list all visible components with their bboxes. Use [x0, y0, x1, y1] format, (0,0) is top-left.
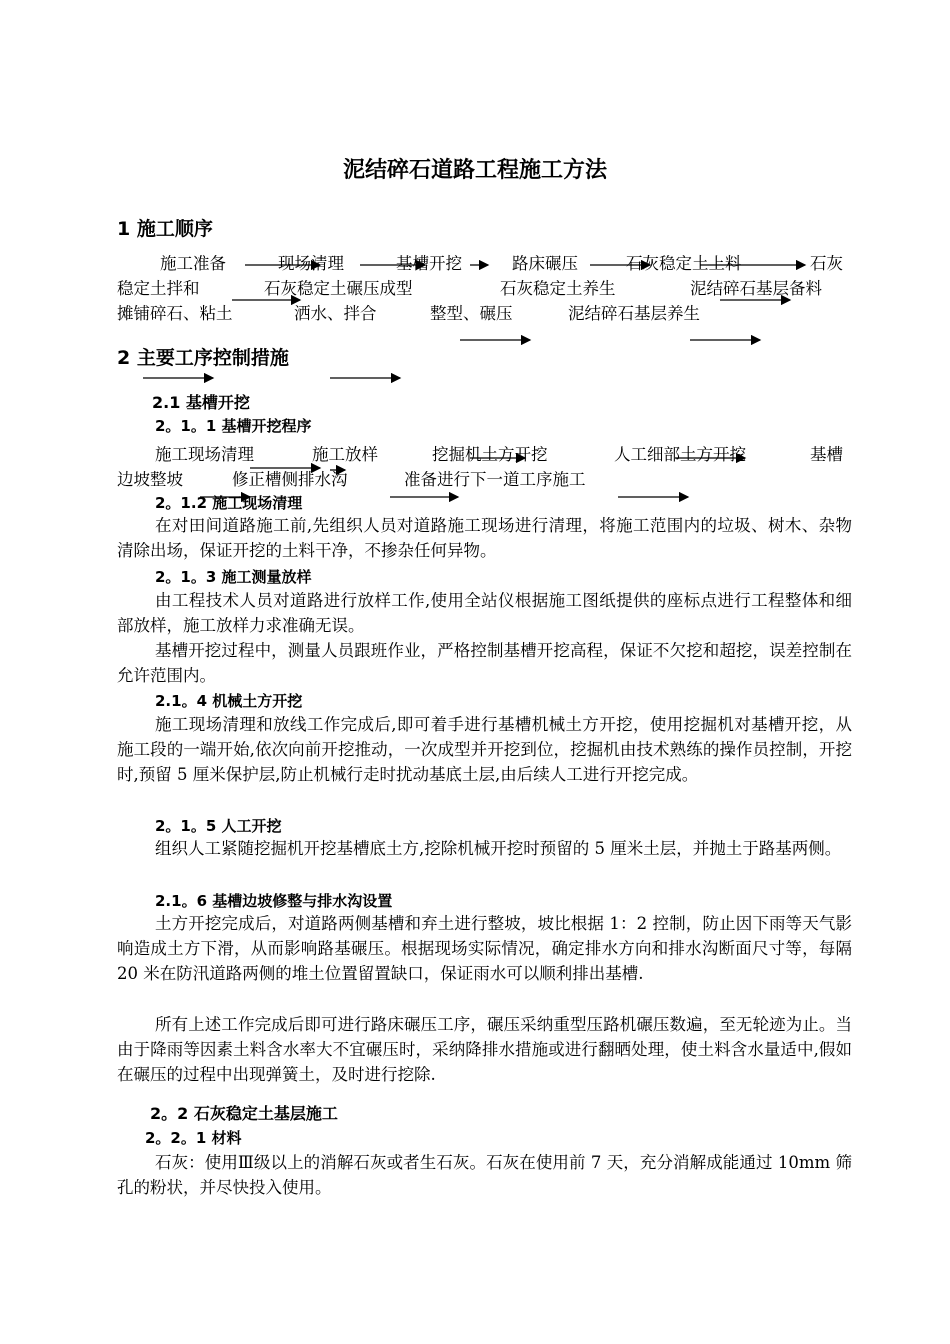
seq-item: 整型、碾压: [430, 304, 513, 323]
seq-item: 施工准备: [160, 254, 226, 273]
seq-item: 石灰稳定土碾压成型: [264, 279, 413, 298]
paragraph: 石灰：使用Ⅲ级以上的消解石灰或者生石灰。石灰在使用前 7 天，充分消解成能通过 10mm 筛孔的粉状，并尽快投入使用。: [117, 1153, 852, 1197]
paragraph: 基槽开挖过程中，测量人员跟班作业，严格控制基槽开挖高程，保证不欠挖和超挖，误差控制在允许范围内。: [117, 641, 852, 685]
section-2-1-5-heading: 2。1。5 人工开挖: [155, 817, 282, 835]
paragraph: 施工现场清理和放线工作完成后,即可着手进行基槽机械土方开挖，使用挖掘机对基槽开挖，从施工段的一端开始,依次向前开挖推动，一次成型并开挖到位，挖掘机由技术熟练的操作员控制，开挖时,预留 5 厘米保护层,防止机械行走时扰动基底土层,由后续人工进行开挖完成。: [117, 715, 852, 784]
seq-item: 石灰: [810, 254, 843, 273]
section-2-1-1-heading: 2。1。1 基槽开挖程序: [155, 417, 312, 435]
proc-item: 修正槽侧排水沟: [232, 470, 348, 489]
section-2-1-2-heading: 2。1.2 施工现场清理: [155, 494, 303, 512]
section-1-heading: 1 施工顺序: [117, 218, 213, 240]
seq-item: 路床碾压: [512, 254, 578, 273]
page-title: 泥结碎石道路工程施工方法: [342, 158, 607, 183]
proc-item: 施工放样: [312, 445, 378, 464]
section-2-1-4-heading: 2.1。4 机械土方开挖: [155, 692, 303, 710]
seq-item: 泥结碎石基层养生: [568, 304, 700, 323]
proc-item: 人工细部土方开挖: [614, 445, 746, 464]
proc-item: 挖掘机土方开挖: [432, 445, 548, 464]
paragraph: 所有上述工作完成后即可进行路床碾压工序，碾压采纳重型压路机碾压数遍，至无轮迹为止。当由于降雨等因素土料含水率大不宜碾压时，采纳降排水措施或进行翻晒处理，使土料含水量适中,假如在碾压的过程中出现弹簧土，及时进行挖除.: [117, 1015, 852, 1084]
section-2-2-heading: 2。2 石灰稳定土基层施工: [150, 1104, 338, 1123]
seq-item: 现场清理: [278, 254, 344, 273]
seq-item: 基槽开挖: [396, 254, 462, 273]
seq-item: 稳定土拌和: [117, 279, 200, 298]
section-2-1-heading: 2.1 基槽开挖: [152, 393, 250, 412]
proc-item: 边坡整坡: [117, 470, 183, 489]
paragraph: 由工程技术人员对道路进行放样工作,使用全站仪根据施工图纸提供的座标点进行工程整体和细部放样，施工放样力求准确无误。: [117, 591, 852, 635]
seq-item: 泥结碎石基层备料: [690, 279, 822, 298]
section-2-2-1-heading: 2。2。1 材料: [145, 1129, 242, 1147]
paragraph: 组织人工紧随挖掘机开挖基槽底土方,挖除机械开挖时预留的 5 厘米土层，并抛土于路基两侧。: [155, 839, 842, 858]
section-2-1-6-heading: 2.1。6 基槽边坡修整与排水沟设置: [155, 892, 393, 910]
section-2-1-3-heading: 2。1。3 施工测量放样: [155, 568, 312, 586]
proc-item: 基槽: [810, 445, 843, 464]
seq-item: 石灰稳定土养生: [500, 279, 616, 298]
proc-item: 准备进行下一道工序施工: [404, 470, 586, 489]
paragraph: 在对田间道路施工前,先组织人员对道路施工现场进行清理，将施工范围内的垃圾、树木、杂物清除出场，保证开挖的土料干净，不掺杂任何异物。: [117, 516, 852, 560]
section-2-heading: 2 主要工序控制措施: [117, 347, 289, 369]
proc-item: 施工现场清理: [155, 445, 254, 464]
seq-item: 摊铺碎石、粘土: [117, 304, 233, 323]
seq-item: 洒水、拌合: [294, 304, 377, 323]
seq-item: 石灰稳定土上料: [626, 254, 742, 273]
paragraph: 土方开挖完成后，对道路两侧基槽和弃土进行整坡，坡比根据 1：2 控制，防止因下雨等天气影响造成土方下滑，从而影响路基碾压。根据现场实际情况，确定排水方向和排水沟断面尺寸等，每隔 20 米在防汛道路两侧的堆土位置留置缺口，保证雨水可以顺利排出基槽.: [117, 914, 852, 983]
